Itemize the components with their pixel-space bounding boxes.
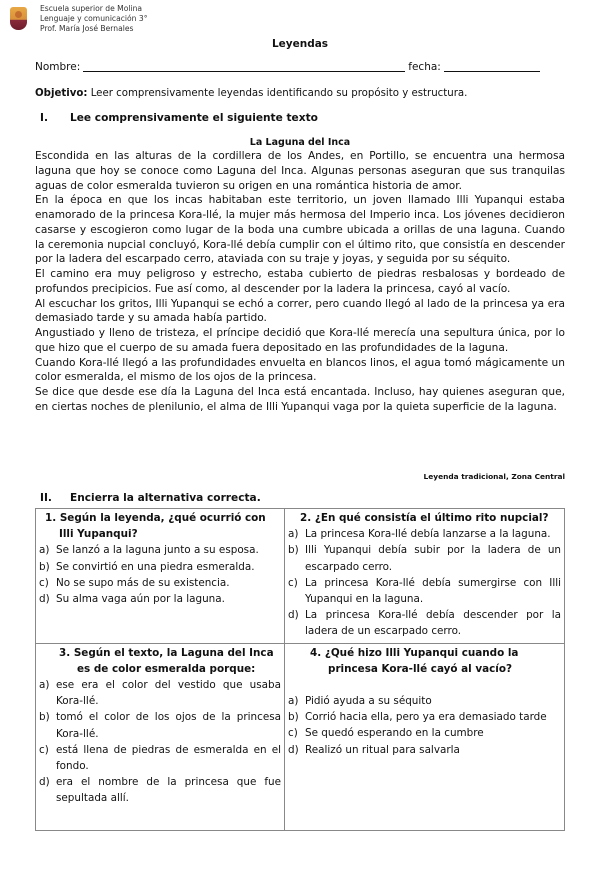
- story-source: Leyenda tradicional, Zona Central: [423, 472, 565, 481]
- option-letter: b): [39, 560, 50, 573]
- question-number: 1.: [45, 512, 57, 524]
- question-number: 4.: [310, 646, 322, 659]
- question-1-heading: [39, 510, 281, 542]
- header-info: [40, 4, 148, 34]
- section-2-number: II.: [40, 492, 52, 504]
- question-2: [285, 509, 565, 644]
- question-text: ¿Qué hizo Illi Yupanqui cuando la princesa Kora-llé cayó al vacío?: [324, 646, 519, 675]
- question-number: 3.: [59, 646, 71, 659]
- objective-label: Objetivo:: [35, 88, 88, 99]
- section-2-title: Encierra la alternativa correcta.: [70, 492, 261, 504]
- story-paragraph: Cuando Kora-llé llegó a las profundidades envuelta en blancos linos, el agua tomó mágicamente un color esmeralda, el mismo de los ojos de la princesa.: [35, 356, 565, 384]
- student-info-line: [35, 61, 540, 73]
- option-1c[interactable]: [39, 575, 281, 591]
- option-text: Corrió hacia ella, pero ya era demasiado tarde: [305, 711, 547, 724]
- date-label: fecha:: [408, 61, 441, 73]
- story-paragraph: En la época en que los incas habitaban este territorio, un joven llamado Illi Yupanqui estaba enamorado de la princesa Kora-llé, la mujer más hermosa del Imperio inca. Los jóvenes decidieron casarse y escogieron como lugar de la boda una cumbre ubicada a orillas de una laguna. Cuando la ceremonia nupcial concluyó, Kora-llé debía cumplir con el último rito, que consistía en descender por la ladera del escarpado cerro, ataviada con su traje y joyas, y seguida por su séquito.: [35, 194, 565, 266]
- section-1-heading: [40, 112, 318, 124]
- option-text: Realizó un ritual para salvarla: [305, 743, 460, 756]
- option-text: está llena de piedras de esmeralda en el fondo.: [56, 743, 281, 773]
- question-1: [36, 509, 285, 644]
- option-letter: d): [39, 776, 50, 789]
- option-letter: c): [39, 576, 49, 589]
- option-letter: a): [39, 679, 50, 692]
- option-2a[interactable]: [288, 526, 561, 542]
- school-name: Escuela superior de Molina: [40, 4, 143, 13]
- option-3b[interactable]: [39, 709, 281, 741]
- option-letter: d): [288, 609, 299, 622]
- option-text: La princesa Kora-llé debía descender por la ladera de un escarpado cerro.: [305, 609, 561, 638]
- option-text: La princesa Kora-llé debía lanzarse a la laguna.: [305, 528, 551, 541]
- date-field[interactable]: [444, 61, 540, 72]
- name-label: Nombre:: [35, 61, 81, 73]
- option-letter: c): [288, 576, 298, 589]
- option-letter: b): [39, 711, 50, 724]
- option-letter: d): [288, 743, 299, 756]
- option-1a[interactable]: [39, 542, 281, 558]
- question-number: 2.: [300, 512, 312, 524]
- question-3: [36, 643, 285, 830]
- section-2-heading: [40, 492, 261, 504]
- story-paragraph: Angustiado y lleno de tristeza, el príncipe decidió que Kora-llé merecía una sepultura única, por lo que hizo que el cuerpo de su amada fuera depositado en las profundidades de la laguna.: [35, 327, 565, 354]
- option-3d[interactable]: [39, 774, 281, 806]
- option-2b[interactable]: [288, 542, 561, 574]
- question-4: [285, 643, 565, 830]
- option-letter: c): [39, 743, 49, 756]
- question-4-heading: [288, 645, 561, 677]
- story-paragraph: Escondida en las alturas de la cordillera de los Andes, en Portillo, se encuentra una hermosa laguna que hoy se conoce como Laguna del Inca. Algunas personas aseguran que sus tranquilas aguas de color esmeralda tuvieron su origen en una romántica historia de amor.: [35, 150, 565, 192]
- option-4b[interactable]: [288, 709, 561, 725]
- question-2-heading: [288, 510, 561, 526]
- question-3-heading: [39, 645, 281, 677]
- objective: [35, 88, 467, 99]
- story-text: [35, 149, 565, 415]
- option-letter: d): [39, 593, 50, 606]
- option-2d[interactable]: [288, 607, 561, 639]
- option-letter: b): [288, 544, 299, 557]
- option-letter: a): [288, 695, 299, 708]
- school-crest-icon: [10, 7, 27, 30]
- spacer: [288, 677, 561, 693]
- questions-table: [35, 508, 565, 831]
- course-name: Lenguaje y comunicación 3°: [40, 14, 148, 23]
- question-text: ¿En qué consistía el último rito nupcial?: [314, 512, 549, 524]
- option-1b[interactable]: [39, 559, 281, 575]
- story-title: La Laguna del Inca: [249, 137, 351, 148]
- option-letter: c): [288, 727, 298, 740]
- option-1d[interactable]: [39, 591, 281, 607]
- option-3a[interactable]: [39, 677, 281, 709]
- option-4d[interactable]: [288, 742, 561, 758]
- option-text: era el nombre de la princesa que fue sepultada allí.: [56, 776, 281, 805]
- option-letter: b): [288, 711, 299, 724]
- option-text: La princesa Kora-llé debía sumergirse con Illi Yupanqui en la laguna.: [305, 576, 561, 606]
- document-header: [10, 4, 148, 34]
- objective-text: Leer comprensivamente leyendas identificando su propósito y estructura.: [90, 88, 468, 99]
- option-letter: a): [39, 544, 50, 557]
- option-letter: a): [288, 528, 299, 541]
- option-text: No se supo más de su existencia.: [56, 576, 230, 589]
- section-1-number: I.: [40, 112, 48, 124]
- option-text: Se quedó esperando en la cumbre: [305, 727, 484, 740]
- option-text: Pidió ayuda a su séquito: [305, 695, 432, 708]
- option-text: Illi Yupanqui debía subir por la ladera de un escarpado cerro.: [305, 544, 561, 573]
- name-field[interactable]: [83, 61, 405, 72]
- question-text: Según la leyenda, ¿qué ocurrió con Illi Yupanqui?: [59, 512, 266, 541]
- option-3c[interactable]: [39, 742, 281, 774]
- option-text: Se convirtió en una piedra esmeralda.: [56, 560, 255, 573]
- option-4a[interactable]: [288, 693, 561, 709]
- option-2c[interactable]: [288, 575, 561, 607]
- page-title: Leyendas: [271, 38, 329, 50]
- option-text: Su alma vaga aún por la laguna.: [56, 593, 225, 606]
- option-4c[interactable]: [288, 725, 561, 741]
- option-text: ese era el color del vestido que usaba Kora-llé.: [56, 679, 281, 708]
- question-text: Según el texto, la Laguna del Inca es de color esmeralda porque:: [73, 646, 274, 675]
- teacher-name: Prof. María José Bernales: [40, 24, 134, 33]
- option-text: tomó el color de los ojos de la princesa Kora-llé.: [56, 711, 281, 740]
- option-text: Se lanzó a la laguna junto a su esposa.: [56, 544, 259, 557]
- story-paragraph: El camino era muy peligroso y estrecho, estaba cubierto de piedras resbalosas y bordeado de profundos precipicios. Fue así como, al descender por la ladera la princesa, cayó al vacío.: [35, 268, 565, 295]
- section-1-title: Lee comprensivamente el siguiente texto: [70, 112, 318, 124]
- story-paragraph: Al escuchar los gritos, Illi Yupanqui se echó a correr, pero cuando llegó al lado de la princesa ya era demasiado tarde y su amada había partido.: [35, 297, 565, 325]
- story-paragraph: Se dice que desde ese día la Laguna del Inca está encantada. Incluso, hay quienes aseguran que, en ciertas noches de plenilunio, el alma de Illi Yupanqui vaga por la quieta superficie de la laguna.: [35, 386, 565, 413]
